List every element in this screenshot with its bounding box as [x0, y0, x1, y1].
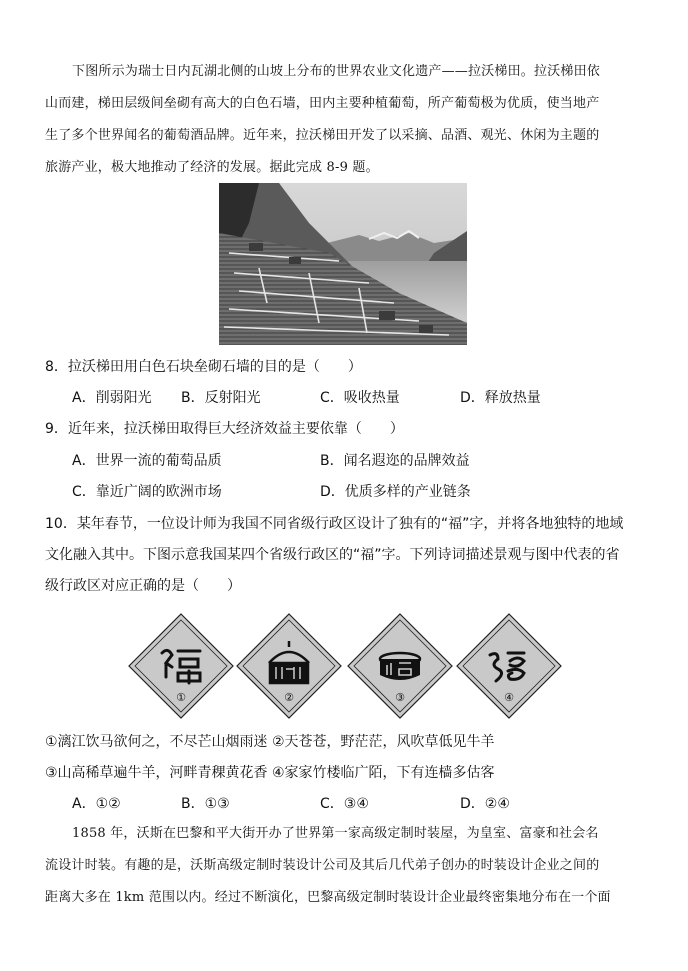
- q8-option-d[interactable]: D．释放热量: [460, 390, 541, 406]
- fu-figure-3: [347, 613, 453, 719]
- passage-line: 流设计时装。有趣的是，沃斯高级定制时装设计公司及其后几代弟子创办的时装设计企业之间的: [45, 858, 600, 873]
- passage-line: 下图所示为瑞士日内瓦湖北侧的山坡上分布的世界农业文化遗产——拉沃梯田。拉沃梯田依: [72, 64, 601, 79]
- q10-option-a[interactable]: A．①②: [72, 796, 121, 812]
- passage-line: 生了多个世界闻名的葡萄酒品牌。近年来，拉沃梯田开发了以采摘、品酒、观光、休闲为主题的: [45, 128, 600, 143]
- poem-line: ①漓江饮马欲何之，不尽芒山烟雨迷 ②天苍苍，野茫茫，风吹草低见牛羊: [45, 734, 495, 750]
- fu-label-2: ②: [284, 691, 294, 704]
- question-10-stem-line: 级行政区对应正确的是（ ）: [45, 578, 241, 594]
- fu-figure-1: [128, 613, 234, 719]
- question-8-stem: 8．拉沃梯田用白色石块垒砌石墙的目的是（ ）: [45, 359, 362, 375]
- fu-label-1: ①: [176, 691, 186, 704]
- passage-line: 山而建，梯田层级间垒砌有高大的白色石墙，田内主要种植葡萄，所产葡萄极为优质，使当地产: [45, 96, 600, 111]
- fu-figure-4: [456, 613, 562, 719]
- question-10-stem-line: 10．某年春节，一位设计师为我国不同省级行政区设计了独有的“福”字，并将各地独特的地域: [45, 516, 624, 532]
- poem-line: ③山高稀草遍牛羊，河畔青稞黄花香 ④家家竹楼临广陌，下有连樯多估客: [45, 765, 495, 781]
- q10-option-b[interactable]: B．①③: [181, 796, 230, 812]
- passage-line: 距离大多在 1km 范围以内。经过不断演化，巴黎高级定制时装设计企业最终密集地分布在一个面: [45, 890, 611, 905]
- fu-label-4: ④: [504, 691, 514, 704]
- fu-label-3: ③: [395, 691, 405, 704]
- lavaux-terrace-photo: [219, 183, 467, 345]
- passage-line: 1858 年，沃斯在巴黎和平大街开办了世界第一家高级定制时装屋，为皇室、富豪和社会名: [72, 826, 599, 841]
- q9-option-c[interactable]: C．靠近广阔的欧洲市场: [72, 484, 222, 500]
- q9-option-d[interactable]: D．优质多样的产业链条: [320, 484, 471, 500]
- q10-option-c[interactable]: C．③④: [320, 796, 369, 812]
- q8-option-a[interactable]: A．削弱阳光: [72, 390, 152, 406]
- q9-option-b[interactable]: B．闻名遐迩的品牌效益: [320, 453, 470, 469]
- fu-figure-2: [236, 613, 342, 719]
- q10-option-d[interactable]: D．②④: [460, 796, 510, 812]
- question-10-stem-line: 文化融入其中。下图示意我国某四个省级行政区的“福”字。下列诗词描述景观与图中代表的省: [45, 547, 620, 563]
- question-9-stem: 9．近年来，拉沃梯田取得巨大经济效益主要依靠（ ）: [45, 421, 404, 437]
- q9-option-a[interactable]: A．世界一流的葡萄品质: [72, 453, 222, 469]
- passage-line: 旅游产业，极大地推动了经济的发展。据此完成 8-9 题。: [45, 160, 379, 175]
- q8-option-c[interactable]: C．吸收热量: [320, 390, 400, 406]
- q8-option-b[interactable]: B．反射阳光: [181, 390, 261, 406]
